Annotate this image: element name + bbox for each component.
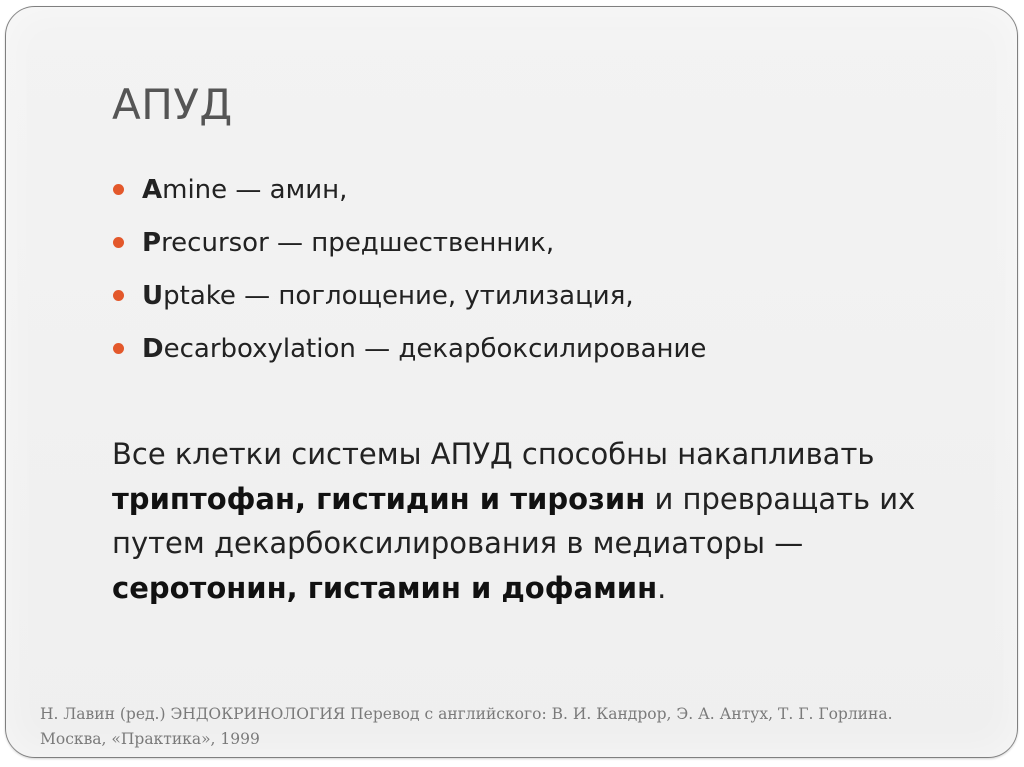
paragraph-bold-mediators: серотонин, гистамин и дофамин bbox=[112, 570, 658, 605]
description-paragraph bbox=[112, 432, 972, 610]
paragraph-text: . bbox=[657, 570, 667, 605]
bullet-initial: A bbox=[142, 175, 163, 205]
bullet-initial: P bbox=[142, 228, 162, 258]
acronym-bullet-list bbox=[112, 167, 706, 379]
bullet-item-amine bbox=[112, 167, 706, 220]
bullet-item-precursor bbox=[112, 220, 706, 273]
reference-line-2: Москва, «Практика», 1999 bbox=[40, 730, 260, 748]
bullet-text: recursor — предшественник, bbox=[161, 228, 555, 258]
bullet-text: ecarboxylation — декарбоксилирование bbox=[163, 334, 707, 364]
bullet-dot-icon bbox=[113, 237, 124, 248]
bullet-item-uptake bbox=[112, 273, 706, 326]
bullet-dot-icon bbox=[113, 184, 124, 195]
source-reference bbox=[40, 702, 990, 752]
paragraph-text: Все клетки системы АПУД способны накапливать bbox=[112, 437, 875, 471]
reference-line-1: Н. Лавин (ред.) ЭНДОКРИНОЛОГИЯ Перевод с английского: В. И. Кандрор, Э. А. Антух, Т. Г. Горлина. bbox=[40, 705, 893, 723]
slide-title: АПУД bbox=[112, 80, 233, 129]
paragraph-text: и превращать их путем декарбоксилирования в медиаторы — bbox=[112, 481, 916, 560]
bullet-initial: D bbox=[142, 334, 164, 364]
paragraph-bold-amino-acids: триптофан, гистидин и тирозин bbox=[112, 481, 646, 516]
bullet-initial: U bbox=[142, 281, 164, 311]
bullet-dot-icon bbox=[113, 290, 124, 301]
bullet-text: ptake — поглощение, утилизация, bbox=[163, 281, 634, 311]
bullet-item-decarboxylation bbox=[112, 326, 706, 379]
bullet-text: mine — амин, bbox=[162, 175, 348, 205]
bullet-dot-icon bbox=[113, 343, 124, 354]
